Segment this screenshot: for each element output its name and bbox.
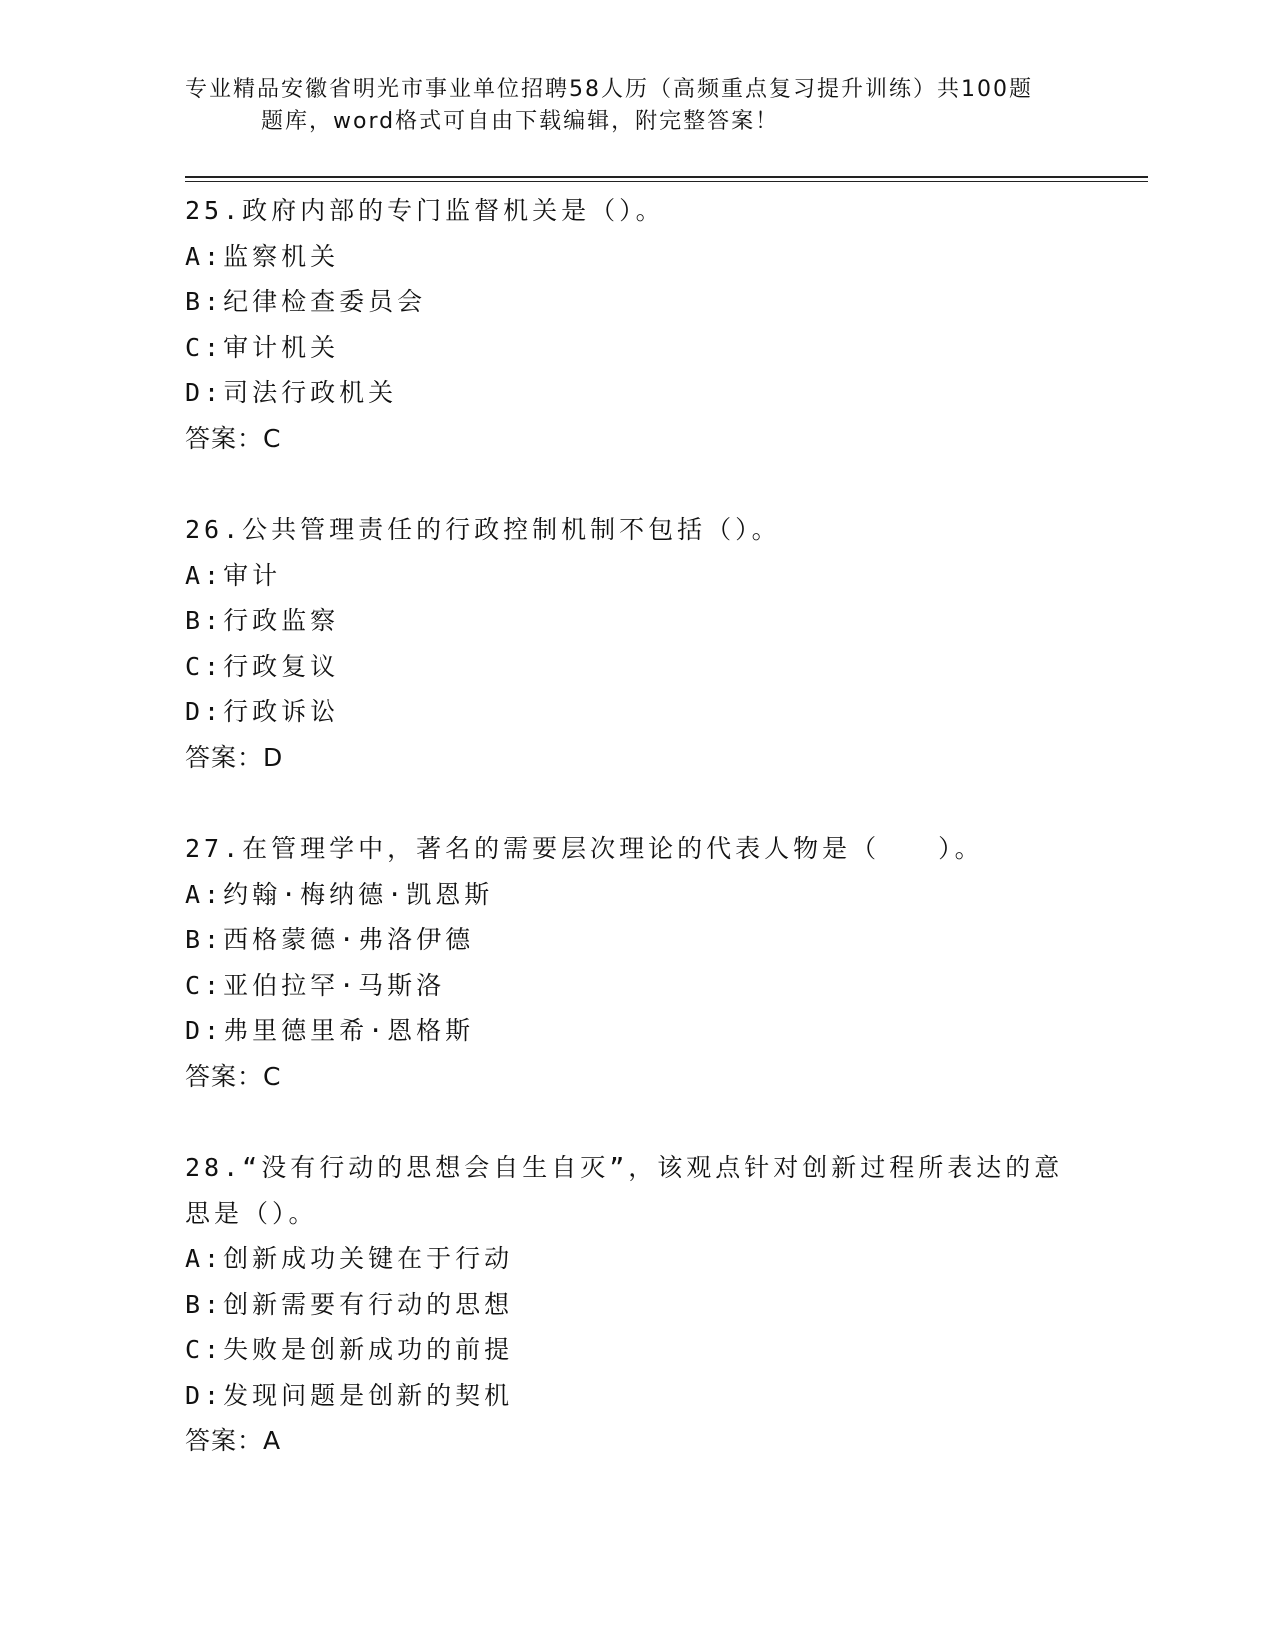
answer-line: 答案：C <box>185 423 282 453</box>
header-title-line-1: 专业精品安徽省明光市事业单位招聘58人历（高频重点复习提升训练）共100题 <box>185 77 1033 102</box>
question-block <box>185 507 1085 780</box>
question-stem: 25.政府内部的专门监督机关是（）。 <box>185 196 665 225</box>
option-d: D:行政诉讼 <box>185 697 340 726</box>
option-b: B:行政监察 <box>185 606 340 635</box>
question-block <box>185 826 1085 1099</box>
header-divider <box>185 176 1148 178</box>
question-stem: 27.在管理学中，著名的需要层次理论的代表人物是（ ）。 <box>185 834 984 863</box>
option-b: B:西格蒙德·弗洛伊德 <box>185 925 475 954</box>
option-a: A:审计 <box>185 560 282 590</box>
answer-line: 答案：A <box>185 1426 282 1455</box>
option-c: C:亚伯拉罕·马斯洛 <box>185 970 446 1000</box>
option-a: A:创新成功关键在于行动 <box>185 1244 514 1273</box>
question-spacer <box>185 461 1085 507</box>
option-c: C:行政复议 <box>185 651 340 681</box>
option-d: D:弗里德里希·恩格斯 <box>185 1016 475 1045</box>
option-a: A:约翰·梅纳德·凯恩斯 <box>185 879 494 909</box>
question-spacer <box>185 780 1085 826</box>
option-d: D:司法行政机关 <box>185 378 398 407</box>
option-c: C:审计机关 <box>185 332 340 362</box>
header-title-line-2: 题库，word格式可自由下载编辑，附完整答案！ <box>261 109 780 134</box>
header-divider-thin <box>185 181 1148 182</box>
question-list <box>185 188 1085 1464</box>
option-a: A:监察机关 <box>185 241 340 271</box>
option-c: C:失败是创新成功的前提 <box>185 1335 514 1364</box>
answer-line: 答案：C <box>185 1061 282 1091</box>
question-block <box>185 1145 1085 1464</box>
question-spacer <box>185 1099 1085 1145</box>
question-stem: 26.公共管理责任的行政控制机制不包括（）。 <box>185 515 781 544</box>
option-b: B:纪律检查委员会 <box>185 287 427 316</box>
document-header <box>185 74 1085 138</box>
question-stem: 28.“没有行动的思想会自生自灭”，该观点针对创新过程所表达的意 <box>185 1153 1064 1182</box>
answer-line: 答案：D <box>185 742 284 772</box>
question-stem-continued: 思是（）。 <box>185 1198 318 1228</box>
question-block <box>185 188 1085 461</box>
option-b: B:创新需要有行动的思想 <box>185 1289 514 1319</box>
option-d: D:发现问题是创新的契机 <box>185 1380 514 1410</box>
